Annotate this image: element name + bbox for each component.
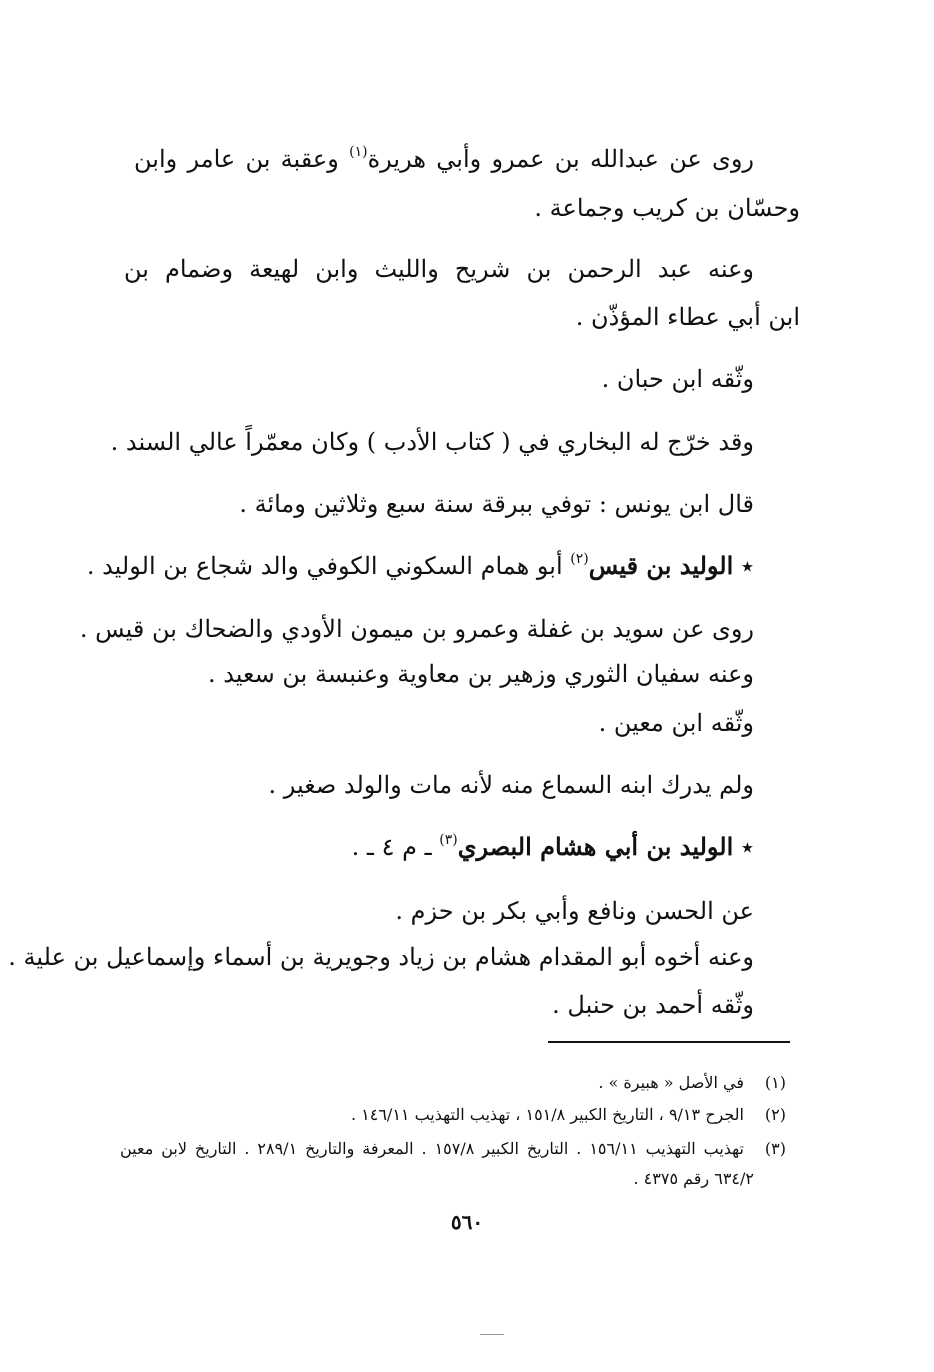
page-number: ٥٦٠ [450, 1210, 484, 1234]
entry-line [87, 549, 754, 583]
line-text: ابن أبي عطاء المؤذّن . [575, 303, 800, 331]
body-line [8, 940, 754, 974]
line-text: قال ابن يونس : توفي ببرقة سنة سبع وثلاثين ومائة . [239, 490, 754, 518]
footnote-number: (٢) [764, 1105, 786, 1124]
line-text: أبو همام السكوني الكوفي والد شجاع بن الوليد . [86, 552, 571, 580]
scan-mark [480, 1334, 504, 1335]
entry-bullet: ٭ [733, 833, 754, 861]
entry-name: الوليد بن أبي هشام البصري [457, 832, 734, 861]
footnote-text: ٦٣٤/٢ رقم ٤٣٧٥ . [633, 1169, 754, 1188]
entry-bullet: ٭ [733, 552, 754, 580]
body-line [602, 362, 754, 396]
line-text: ـ م ٤ ـ . [351, 833, 440, 861]
footnote-ref: (٣) [439, 832, 458, 848]
body-line [111, 425, 754, 459]
line-text: وعنه أخوه أبو المقدام هشام بن زياد وجويرية بن أسماء وإسماعيل بن علية . [8, 943, 754, 971]
footnote-ref: (٢) [570, 551, 589, 567]
line-text: وثّقه أحمد بن حنبل . [552, 991, 754, 1019]
line-text: وعنه سفيان الثوري وزهير بن معاوية وعنبسة بن سعيد . [207, 660, 754, 688]
footnote-text: الجرح ٩/١٣ ، التاريخ الكبير ١٥١/٨ ، تهذيب التهذيب ١٤٦/١١ . [350, 1105, 744, 1124]
line-text: وعقبة بن عامر وابن [134, 145, 339, 173]
body-line [534, 191, 800, 225]
line-text: وثّقه ابن معين . [598, 709, 754, 737]
entry-name: الوليد بن قيس [588, 551, 734, 580]
line-text: وعنه عبد الرحمن بن شريح والليث وابن لهيعة وضمام بن [124, 255, 754, 283]
footnote-text: في الأصل « هبيرة » . [598, 1073, 744, 1092]
body-line [576, 300, 800, 334]
body-line [599, 706, 754, 740]
footnote-number: (١) [764, 1073, 786, 1092]
body-line [80, 612, 754, 646]
line-text: وثّقه ابن حبان . [601, 365, 754, 393]
footnote-text: تهذيب التهذيب ١٥٦/١١ . التاريخ الكبير ١٥٧/٨ . المعرفة والتاريخ ٢٨٩/١ . التاريخ لابن معين [120, 1139, 744, 1158]
footnote-number: (٣) [764, 1139, 786, 1158]
footnote-separator [548, 1041, 790, 1043]
body-line [395, 894, 754, 928]
body-line [552, 988, 754, 1022]
entry-line [352, 830, 754, 864]
body-line [134, 142, 754, 176]
body-line [239, 487, 754, 521]
line-text: روى عن عبدالله بن عمرو وأبي هريرة [367, 145, 754, 173]
line-text: وحسّان بن كريب وجماعة . [534, 194, 800, 222]
body-line [124, 252, 754, 286]
body-line [269, 768, 754, 802]
body-line [208, 657, 754, 691]
footnote-ref: (١) [349, 144, 368, 160]
line-text: ولم يدرك ابنه السماع منه لأنه مات والولد صغير . [268, 771, 754, 799]
line-text: عن الحسن ونافع وأبي بكر بن حزم . [395, 897, 754, 925]
line-text: وقد خرّج له البخاري في ( كتاب الأدب ) وكان معمّراً عالي السند . [110, 428, 754, 456]
line-text: روى عن سويد بن غفلة وعمرو بن ميمون الأودي والضحاك بن قيس . [79, 615, 754, 643]
